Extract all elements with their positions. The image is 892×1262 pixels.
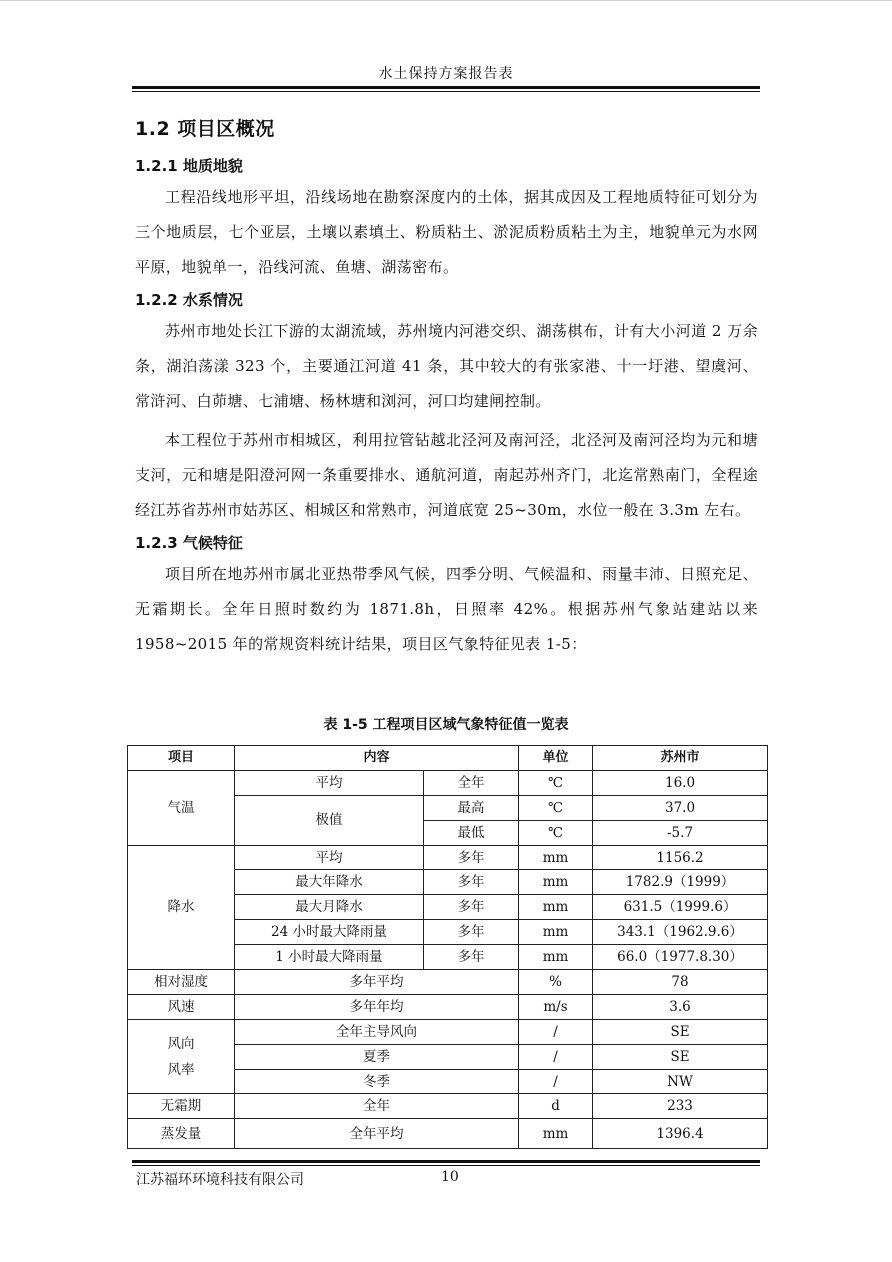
wind-dir-value: SE xyxy=(593,1019,768,1044)
subsection-title-climate: 1.2.3 气候特征 xyxy=(135,534,243,552)
wind-speed-content: 多年年均 xyxy=(235,994,519,1019)
footer-rule-thick xyxy=(132,1160,760,1163)
temp-min-unit: ℃ xyxy=(519,820,593,845)
temp-label: 气温 xyxy=(128,770,235,845)
wind-speed-value: 3.6 xyxy=(593,994,768,1019)
humidity-label: 相对湿度 xyxy=(128,970,235,995)
precip-value: 631.5（1999.6） xyxy=(593,895,768,920)
precip-unit: mm xyxy=(519,845,593,870)
wind-dir-label-line2: 风率 xyxy=(167,1061,195,1078)
temp-avg-name: 平均 xyxy=(235,770,424,795)
precip-value: 1782.9（1999） xyxy=(593,870,768,895)
table-caption: 表 1-5 工程项目区域气象特征值一览表 xyxy=(323,717,569,733)
table-header-row xyxy=(128,746,768,771)
wind-dir-content: 冬季 xyxy=(235,1069,519,1094)
precip-name: 最大年降水 xyxy=(235,870,424,895)
humidity-content: 多年平均 xyxy=(235,970,519,995)
paragraph-water-2: 本工程位于苏州市相城区，利用拉管钻越北泾河及南河泾，北泾河及南河泾均为元和塘支河，元和塘是阳澄河网一条重要排水、通航河道，南起苏州齐门，北迄常熟南门，全程途经江苏省苏州市姑苏区、相城区和常熟市，河道底宽 25~30m，水位一般在 3.3m 左右。 xyxy=(135,431,758,519)
precip-value: 343.1（1962.9.6） xyxy=(593,920,768,945)
wind-dir-label-line1: 风向 xyxy=(167,1035,195,1052)
table-row xyxy=(128,1119,768,1149)
frost-free-label: 无霜期 xyxy=(128,1094,235,1119)
temp-max-value: 37.0 xyxy=(593,795,768,820)
precip-unit: mm xyxy=(519,870,593,895)
temp-max-period: 最高 xyxy=(424,795,519,820)
precip-unit: mm xyxy=(519,895,593,920)
subsection-title-geology: 1.2.1 地质地貌 xyxy=(135,157,243,175)
table-row xyxy=(128,1094,768,1119)
wind-dir-content: 全年主导风向 xyxy=(235,1019,519,1044)
running-header: 水土保持方案报告表 xyxy=(378,66,514,82)
precip-unit: mm xyxy=(519,920,593,945)
table-row xyxy=(128,994,768,1019)
header-content: 内容 xyxy=(235,746,519,771)
temp-avg-period: 全年 xyxy=(424,770,519,795)
frost-free-unit: d xyxy=(519,1094,593,1119)
precip-name: 平均 xyxy=(235,845,424,870)
header-rule-thick xyxy=(132,86,760,89)
wind-dir-value: SE xyxy=(593,1044,768,1069)
weather-table xyxy=(127,745,768,1149)
header-city: 苏州市 xyxy=(593,746,768,771)
temp-min-period: 最低 xyxy=(424,820,519,845)
precip-period: 多年 xyxy=(424,895,519,920)
footer-rule-thin xyxy=(132,1165,760,1166)
temp-min-value: -5.7 xyxy=(593,820,768,845)
temp-max-unit: ℃ xyxy=(519,795,593,820)
evaporation-unit: mm xyxy=(519,1119,593,1149)
header-item: 项目 xyxy=(128,746,235,771)
humidity-unit: % xyxy=(519,970,593,995)
temp-extreme-label: 极值 xyxy=(235,795,424,845)
header-rule-thin xyxy=(132,91,760,92)
frost-free-content: 全年 xyxy=(235,1094,519,1119)
precip-unit: mm xyxy=(519,945,593,970)
document-body xyxy=(135,114,758,666)
wind-dir-value: NW xyxy=(593,1069,768,1094)
table-row xyxy=(128,1019,768,1044)
wind-speed-unit: m/s xyxy=(519,994,593,1019)
page-number: 10 xyxy=(441,1169,459,1185)
paragraph-climate: 项目所在地苏州市属北亚热带季风气候，四季分明、气候温和、雨量丰沛、日照充足、无霜期长。全年日照时数约为 1871.8h，日照率 42%。根据苏州气象站建站以来 1958~2015 年的常规资料统计结果，项目区气象特征见表 1-5： xyxy=(135,565,758,653)
wind-dir-unit: / xyxy=(519,1019,593,1044)
table-row xyxy=(128,770,768,795)
paragraph-geology: 工程沿线地形平坦，沿线场地在勘察深度内的土体，据其成因及工程地质特征可划分为三个地质层，七个亚层，土壤以素填土、粉质粘土、淤泥质粉质粘土为主，地貌单元为水网平原，地貌单一，沿线河流、鱼塘、湖荡密布。 xyxy=(135,188,758,276)
wind-speed-label: 风速 xyxy=(128,994,235,1019)
evaporation-value: 1396.4 xyxy=(593,1119,768,1149)
subsection-title-water: 1.2.2 水系情况 xyxy=(135,291,243,309)
precip-period: 多年 xyxy=(424,870,519,895)
precip-label: 降水 xyxy=(128,845,235,969)
table-row xyxy=(128,970,768,995)
wind-dir-unit: / xyxy=(519,1069,593,1094)
weather-table-wrap xyxy=(127,745,767,1149)
precip-period: 多年 xyxy=(424,845,519,870)
wind-dir-unit: / xyxy=(519,1044,593,1069)
table-row xyxy=(128,845,768,870)
wind-dir-content: 夏季 xyxy=(235,1044,519,1069)
header-unit: 单位 xyxy=(519,746,593,771)
footer-company: 江苏福环环境科技有限公司 xyxy=(136,1172,304,1188)
wind-dir-label xyxy=(128,1019,235,1094)
humidity-value: 78 xyxy=(593,970,768,995)
precip-period: 多年 xyxy=(424,945,519,970)
evaporation-content: 全年平均 xyxy=(235,1119,519,1149)
precip-name: 24 小时最大降雨量 xyxy=(235,920,424,945)
frost-free-value: 233 xyxy=(593,1094,768,1119)
paragraph-water-1: 苏州市地处长江下游的太湖流域，苏州境内河港交织、湖荡棋布，计有大小河道 2 万余条，湖泊荡漾 323 个，主要通江河道 41 条，其中较大的有张家港、十一圩港、望虞河、常浒河、白茆塘、七浦塘、杨林塘和浏河，河口均建闸控制。 xyxy=(135,322,758,410)
precip-name: 1 小时最大降雨量 xyxy=(235,945,424,970)
temp-avg-value: 16.0 xyxy=(593,770,768,795)
section-title: 1.2 项目区概况 xyxy=(135,118,275,140)
precip-name: 最大月降水 xyxy=(235,895,424,920)
page-top-border xyxy=(0,0,892,1)
evaporation-label: 蒸发量 xyxy=(128,1119,235,1149)
precip-value: 66.0（1977.8.30） xyxy=(593,945,768,970)
precip-period: 多年 xyxy=(424,920,519,945)
precip-value: 1156.2 xyxy=(593,845,768,870)
temp-avg-unit: ℃ xyxy=(519,770,593,795)
